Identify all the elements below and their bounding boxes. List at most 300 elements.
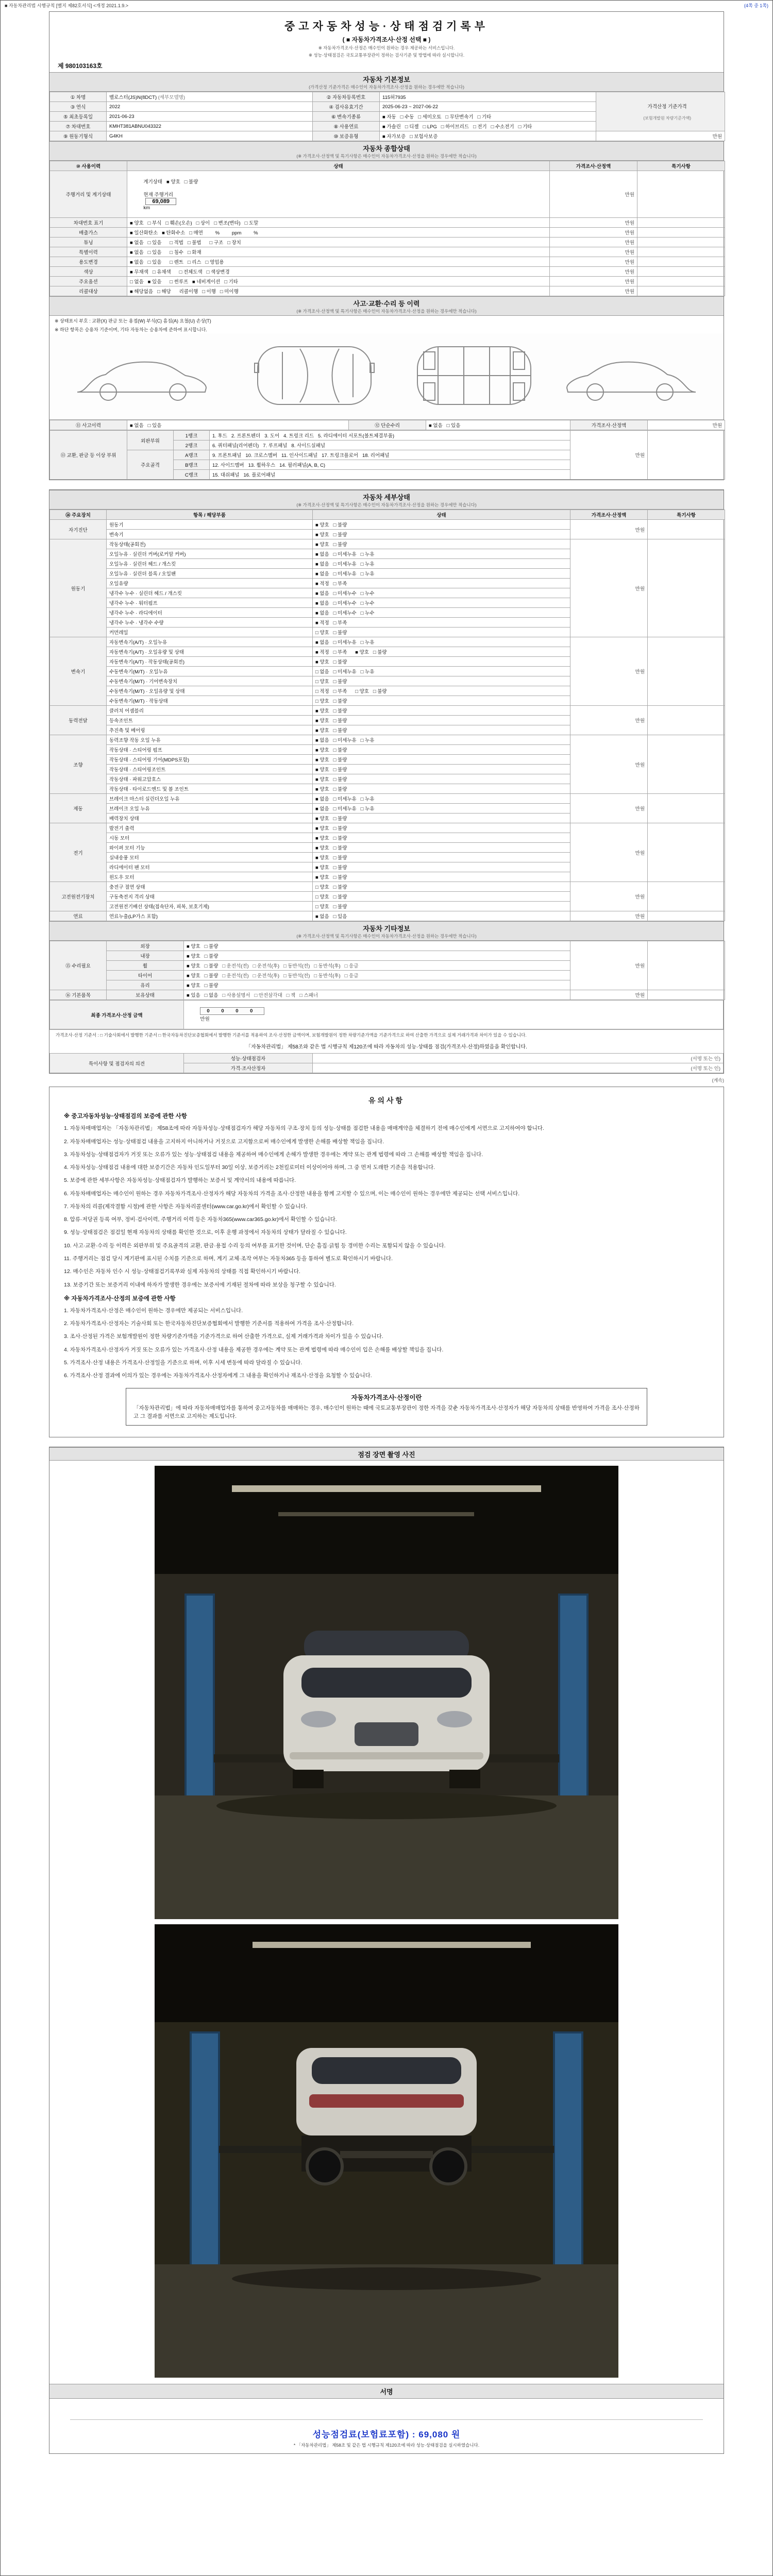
car-diagram-canvas [57,336,716,414]
car-diagram-side-left [77,362,206,400]
section-basic-title: 자동차 기본정보 [363,76,410,83]
rank1-label: 1랭크 [174,431,210,440]
repair-needed-group-label: ⑮ 수리필요 [50,941,107,990]
current-mileage-value: 69,089 [145,198,176,205]
summary-row-tuning [50,238,725,247]
accident-price-value: 만원 [648,420,725,430]
engine-type-label: ⑨ 원동기형식 [50,131,107,141]
usage-change-checks: ■ 없음 □ 있음 □ 렌트 □ 리스 □ 영업용 [127,257,550,267]
detail-state-checks: □ 양호 □ 불량 [313,902,570,911]
detail-state-checks: ■ 양호 □ 불량 [313,745,570,755]
basic-items-checks [184,990,570,1000]
notice-item: 11. 주행거리는 점검 당시 계기판에 표시된 수치를 기준으로 하며, 계기 교체·조작 여부는 자동차365 등을 통하여 별도로 확인하시기 바랍니다. [64,1255,393,1262]
form-reference: ■ 자동차관리법 시행규칙 [별지 제82호서식] <개정 2021.1.9.> [5,3,128,8]
engine-type-value: G4KH [107,131,313,141]
interior-checks: ■ 양호 □ 불량 [184,951,570,961]
model-year-value: 2022 [107,102,313,112]
summary-table [49,161,725,296]
detail-tbody [50,520,725,921]
form-subnote-2: ※ 성능·상태점검은 국토교통부장관이 정하는 검사기준 및 방법에 따라 실시합니다. [308,53,465,58]
section-photos-title: 점검 장면 촬영 사진 [358,1450,415,1459]
exchange-panel-table [49,430,725,480]
notice-item: 3. 조사·산정된 가격은 보험개발원이 정한 차량기준가액을 기준가격으로 하여 산출한 가격으로, 실제 거래가격과 차이가 있을 수 있습니다. [64,1333,383,1340]
detail-state-checks: ■ 양호 □ 불량 [313,843,570,853]
detail-item-label: 라디에이터 팬 모터 [107,862,313,872]
inspector-label: 성능·상태점검자 [184,1054,313,1063]
detail-price-cell: 만원 [570,735,648,794]
other-row-exterior [50,941,725,951]
price-basis-note: (보험개발원 차량기준가액) [643,115,691,121]
detail-item-label: 고전원전기배선 상태(접속단자, 피복, 보호기제) [107,902,313,911]
emission-price: 만원 [550,228,637,238]
mileage-note [637,171,725,218]
detail-state-header: 상태 [313,510,570,520]
summary-row-vin [50,218,725,228]
tuning-label: 튜닝 [50,238,127,247]
other-info-table [49,941,725,1000]
detail-note-header: 특기사항 [648,510,725,520]
interior-label: 내장 [107,951,184,961]
detail-price-cell: 만원 [570,637,648,706]
special-history-note [637,247,725,257]
color-price: 만원 [550,267,637,277]
notice-item: 8. 압류·저당권 등록 여부, 정비·검사이력, 주행거리 이력 등은 자동차365(www.car365.go.kr)에서 확인할 수 있습니다. [64,1216,337,1223]
inspector-sign-row [50,1054,724,1063]
opinion-sign-table [49,1053,724,1073]
inspection-photo-front [155,1466,618,1919]
detail-price-cell: 만원 [570,539,648,637]
detail-state-checks: ■ 적정 □ 부족 [313,579,570,588]
detail-item-label: 윈도우 모터 [107,872,313,882]
summary-row-recall [50,286,725,296]
detail-item-label: 오일누유 · 실린더 블록 / 오일팬 [107,569,313,579]
detail-state-checks: ■ 양호 □ 불량 [313,774,570,784]
rankB-items: 12. 사이드멤버 13. 휠하우스 14. 필러패널(A, B, C) [210,460,570,470]
price-basis-value: 만원 [596,131,725,141]
vin-mark-note [637,218,725,228]
detail-item-label: 자동변속기(A/T) · 작동상태(공회전) [107,657,313,667]
mileage-label: 주행거리 및 계기상태 [50,171,127,218]
form-subtitle: ( ■ 자동차가격조사·산정 선택 ■ ) [342,36,431,43]
detail-item-label: 작동상태 · 스티어링조인트 [107,765,313,774]
summary-row-mileage [50,171,725,218]
detail-row [50,911,725,921]
detail-form-box [49,489,724,1074]
detail-state-checks: ■ 없음 □ 미세누유 □ 누유 [313,637,570,647]
tuning-checks: ■ 없음 □ 있음 □ 적법 □ 불법 □ 구조 □ 장치 [127,238,550,247]
section-detail-header [49,490,724,510]
detail-state-checks: □ 양호 □ 불량 [313,676,570,686]
rank2-label: 2랭크 [174,440,210,450]
detail-note-cell [648,520,725,539]
detail-item-label: 원동기 [107,520,313,530]
color-label: 색상 [50,267,127,277]
wheel-label: 휠 [107,961,184,971]
detail-state-checks: ■ 없음 □ 미세누수 □ 누수 [313,598,570,608]
basic-items-group-label: ⑯ 기본품목 [50,990,107,1000]
car-diagram-underbody-view [417,347,531,404]
form-subnote-1: ※ 자동차가격조사·산정은 매수인이 원하는 경우 제공하는 서비스입니다. [318,45,455,50]
notices-part1-list [64,1124,709,1289]
accident-history-label: ⑪ 사고이력 [50,420,127,430]
inspection-fee-text: 성능점검료(보험료포함) : 69,080 원 [312,2429,461,2439]
exchange-price-value: 만원 [570,431,648,480]
transmission-label: ⑥ 변속기종류 [313,112,380,122]
section-basic-header [49,72,724,92]
detail-item-label: 냉각수 누수 · 워터펌프 [107,598,313,608]
device-group-label: 제동 [50,794,107,823]
detail-item-label: 등속조인트 [107,716,313,725]
accident-legend-1: ※ 상태표시 부호 : 교환(X) 판금 또는 용접(W) 부식(C) 흠집(A) 요철(U) 손상(T) [55,318,211,324]
price-appraisal-definition-box [126,1388,647,1426]
notice-item: 6. 가격조사·산정 결과에 이의가 있는 경우에는 자동차가격조사·산정자에게 그 내용을 확인하거나 재조사·산정을 요청할 수 있습니다. [64,1372,372,1379]
tuning-price: 만원 [550,238,637,247]
detail-item-label: 오일유량 [107,579,313,588]
detail-item-label: 오일누유 · 실린더 헤드 / 개스킷 [107,559,313,569]
detail-state-checks: ■ 양호 □ 불량 [313,862,570,872]
rankA-label: A랭크 [174,450,210,460]
notices-part2-title: ※ 자동차가격조사·산정의 보증에 관한 사항 [64,1295,176,1302]
detail-item-label: 클러치 어셈블리 [107,706,313,716]
final-amount-value-cell [184,1001,724,1029]
detail-state-checks: □ 적정 □ 부족 □ 양호 □ 불량 [313,686,570,696]
detail-row [50,539,725,549]
detail-state-checks: ■ 양호 □ 불량 [313,520,570,530]
section-other-note: (※ 가격조사·산정액 및 특기사항은 매수인이 자동차가격조사·산정을 원하는 경우에만 적습니다) [296,934,477,939]
price-basis-header [596,92,725,131]
mileage-price: 만원 [550,171,637,218]
summary-row-usage [50,257,725,267]
detail-state-checks: □ 양호 □ 불량 [313,628,570,637]
detail-state-checks: □ 없음 □ 미세누유 □ 누유 [313,667,570,676]
detail-item-label: 동력조향 작동 오일 누유 [107,735,313,745]
options-note [637,277,725,286]
basic-items-label: 보유상태 [107,990,184,1000]
detail-item-label: 브레이크 오일 누유 [107,804,313,814]
signature-band: 서명 [49,2384,724,2399]
inspection-period-value: 2025-06-23 ~ 2027-06-22 [380,102,596,112]
detail-item-label: 오일누유 · 실린더 커버(로커암 커버) [107,549,313,559]
section-summary-note: (※ 가격조사·산정액 및 특기사항은 매수인이 자동차가격조사·산정을 원하는 경우에만 적습니다) [296,154,477,159]
definition-text: 「자동차관리법」에 따라 자동차매매업자를 통하여 중고자동차를 매매하는 경우, 매수인이 원하는 때에 국토교통부장관이 정한 자격을 갖춘 자동차가격조사·산정자가 해당 자동차의 상태를 반영하여 가격을 조사·산정하고 그 결과를 서면으로 고지하는 제도입니다. [133,1405,640,1420]
car-damage-diagrams [49,333,724,420]
vin-mark-label: 차대번호 표기 [50,218,127,228]
detail-item-label: 배력장치 상태 [107,814,313,823]
detail-item-label: 냉각수 누수 · 라디에이터 [107,608,313,618]
recall-price: 만원 [550,286,637,296]
rank1-items: 1. 후드 2. 프론트펜더 3. 도어 4. 트렁크 리드 5. 라디에이터 서포트(볼트체결부품) [210,431,570,440]
rankC-label: C랭크 [174,470,210,480]
detail-item-label: 추진축 및 베어링 [107,725,313,735]
special-history-checks: ■ 없음 □ 있음 □ 침수 □ 화재 [127,247,550,257]
detail-state-checks: ■ 양호 □ 불량 [313,833,570,843]
rankA-items: 9. 프론트패널 10. 크로스멤버 11. 인사이드패널 17. 트렁크플로어 18. 리어패널 [210,450,570,460]
detail-state-checks: ■ 적정 □ 부족 ■ 양호 □ 불량 [313,647,570,657]
accident-history-row [50,420,725,430]
notice-item: 2. 자동차가격조사·산정자는 기술사회 또는 한국자동차진단보증협회에서 발행한 기준서를 적용하여 가격을 조사·산정합니다. [64,1320,354,1327]
vin-label: ⑦ 차대번호 [50,122,107,131]
recall-checks: ■ 해당없음 □ 해당 리콜이행 □ 이행 □ 미이행 [127,286,550,296]
device-group-label: 자기진단 [50,520,107,539]
notice-item: 12. 매수인은 자동차 인수 시 성능·상태점검기록부와 실제 자동차의 상태를 직접 확인하시기 바랍니다. [64,1268,300,1275]
detail-note-cell [648,794,725,823]
detail-state-checks: ■ 없음 □ 미세누유 □ 누유 [313,559,570,569]
summary-header-row [50,161,725,171]
rank2-items: 6. 쿼터패널(리어펜더) 7. 루프패널 8. 사이드실패널 [210,440,570,450]
detail-item-label: 시동 모터 [107,833,313,843]
car-name-value [107,92,313,102]
detail-state-checks: ■ 양호 □ 불량 [313,657,570,667]
detail-item-label: 실내송풍 모터 [107,853,313,862]
model-year-label: ③ 연식 [50,102,107,112]
detail-item-header: 항목 / 해당부품 [107,510,313,520]
color-checks: ■ 무채색 □ 유채색 □ 전체도색 □ 색상변경 [127,267,550,277]
detail-state-checks: ■ 없음 □ 있음 [313,911,570,921]
car-name-text: 벨로스터(JS)N(8DCT) [109,95,157,100]
accident-history-checks: ■ 없음 □ 있음 [127,420,349,430]
special-history-label: 특별이력 [50,247,127,257]
section-other-title: 자동차 기타정보 [363,925,410,933]
tire-label: 타이어 [107,971,184,980]
notice-item: 2. 자동차매매업자는 성능·상태점검 내용을 고지하지 아니하거나 거짓으로 고지함으로써 매수인에게 발생한 손해를 배상할 책임을 집니다. [64,1138,384,1145]
detail-header-row [50,510,725,520]
photos-footnote: * 「자동차관리법」 제58조 및 같은 법 시행규칙 제120조에 따라 성능·상태점검을 실시하였습니다. [293,2442,480,2448]
options-label: 주요옵션 [50,277,127,286]
vin-value: KMHT381ABNU043322 [107,122,313,131]
exchange-label: ⑬ 교환, 판금 등 이상 부위 [50,431,127,480]
final-amount-row [50,1001,724,1029]
device-group-label: 조향 [50,735,107,794]
detail-item-label: 냉각수 누수 · 실린더 헤드 / 개스킷 [107,588,313,598]
emission-label: 배출가스 [50,228,127,238]
detail-state-checks: ■ 양호 □ 불량 [313,716,570,725]
repair-needed-note [648,941,725,990]
current-mileage-label: 현재 주행거리 [143,192,174,198]
detail-state-checks: ■ 없음 □ 미세누유 □ 누유 [313,804,570,814]
wheel-positions: □ 운전석(전) □ 운전석(후) □ 동반석(전) □ 동반석(후) □ 응급 [222,963,359,969]
section-detail-title: 자동차 세부상태 [363,494,410,501]
detail-device-header: ⑭ 주요장치 [50,510,107,520]
detail-item-label: 발전기 출력 [107,823,313,833]
notices-title: 유의사항 [368,1096,405,1105]
detail-row [50,706,725,716]
detail-item-label: 와이퍼 모터 기능 [107,843,313,853]
detail-state-checks: ■ 양호 □ 불량 [313,853,570,862]
recall-label: 리콜대상 [50,286,127,296]
notice-item: 5. 가격조사·산정 내용은 가격조사·산정일을 기준으로 하며, 이후 시세 변동에 따라 달라질 수 있습니다. [64,1359,303,1366]
accident-legend-2: ※ 하단 항목은 승용차 기준이며, 기타 자동차는 승용차에 준하여 표시합니다. [55,327,207,332]
detail-item-label: 수동변속기(M/T) · 오일유량 및 상태 [107,686,313,696]
detail-note-cell [648,911,725,921]
simple-repair-checks: ■ 없음 □ 있음 [426,420,570,430]
first-registration-value: 2021-06-23 [107,112,313,122]
notices-part1-title: ※ 중고자동차성능·상태점검의 보증에 관한 사항 [64,1113,187,1120]
glass-checks: ■ 양호 □ 불량 [184,980,570,990]
appraiser-label: 가격·조사산정자 [184,1063,313,1073]
detail-note-cell [648,823,725,882]
notice-item: 9. 성능·상태점검은 점검일 현재 자동차의 상태를 확인한 것으로, 이후 운행 과정에서 자동차의 상태가 달라질 수 있습니다. [64,1229,347,1236]
detail-item-label: 수동변속기(M/T) · 오일누유 [107,667,313,676]
warranty-type-checks: ■ 자가보증 □ 보험사보증 [380,131,596,141]
final-amount-unit: 만원 [200,1016,210,1022]
basic-row-5 [50,131,725,141]
meter-state-checks: 계기상태 ■ 양호 □ 불량 [143,179,198,185]
detail-item-label: 구동축전지 격리 상태 [107,892,313,902]
detail-state-checks: ■ 양호 □ 불량 [313,539,570,549]
detail-row [50,520,725,530]
detail-table [49,510,725,921]
car-name-extra: (세부모델명) [158,95,185,100]
detail-price-header: 가격조사·산정액 [570,510,648,520]
device-group-label: 연료 [50,911,107,921]
summary-price-header: 가격조사·산정액 [550,161,637,171]
current-mileage-unit: km [143,205,150,211]
vin-mark-checks: ■ 양호 □ 부식 □ 훼손(오손) □ 상이 □ 변조(변타) □ 도말 [127,218,550,228]
definition-title: 자동차가격조사·산정이란 [351,1394,422,1402]
detail-price-cell: 만원 [570,706,648,735]
detail-note-cell [648,735,725,794]
car-name-label: ① 차명 [50,92,107,102]
form-title-block [49,12,724,58]
detail-item-label: 연료누출(LP가스 포함) [107,911,313,921]
accident-price-label: 가격조사·산정액 [570,420,648,430]
emission-checks: ■ 일산화탄소 ■ 탄화수소 □ 매연 % ppm % [127,228,550,238]
appraiser-sign-area: (서명 또는 인) [313,1063,724,1073]
detail-state-checks: ■ 양호 □ 불량 [313,706,570,716]
exchange-note [648,431,725,480]
tire-state: ■ 양호 □ 불량 [187,973,219,979]
notice-item: 10. 사고·교환·수리 등 이력은 외판부위 및 주요골격의 교환, 판금·용접 수리 등의 여부를 표기한 것이며, 단순 흠집·긁힘 등 경미한 수리는 포함되지 않을 수 있습니다. [64,1242,446,1249]
notice-item: 7. 자동차의 리콜(제작결함 시정)에 관한 사항은 자동차리콜센터(www.car.go.kr)에서 확인할 수 있습니다. [64,1203,308,1210]
summary-state-header: 상태 [127,161,550,171]
detail-item-label: 작동상태 · 스티어링 펌프 [107,745,313,755]
detail-item-label: 작동상태 · 스티어링 기어(MDPS포함) [107,755,313,765]
plate-label: ② 자동차등록번호 [313,92,380,102]
recall-note [637,286,725,296]
section-summary-title: 자동차 종합상태 [363,145,410,152]
photos-box [49,1447,724,2454]
section-summary-header [49,141,724,161]
summary-row-color [50,267,725,277]
device-group-label: 원동기 [50,539,107,637]
tuning-note [637,238,725,247]
notice-item: 13. 보증기간 또는 보증거리 이내에 하자가 발생한 경우에는 보증서에 기재된 절차에 따라 보상을 청구할 수 있습니다. [64,1281,336,1288]
summary-note-header: 특기사항 [637,161,725,171]
detail-price-cell: 만원 [570,882,648,911]
exchange-row-1 [50,431,725,440]
detail-state-checks: ■ 없음 □ 미세누수 □ 누수 [313,588,570,598]
detail-item-label: 작동상태(공회전) [107,539,313,549]
detail-row [50,794,725,804]
notice-item: 5. 보증에 관한 세부사항은 자동차성능·상태점검자가 발행하는 보증서 및 계약서의 내용에 따릅니다. [64,1177,296,1184]
wheel-checks [184,961,570,971]
notice-item: 4. 자동차가격조사·산정자가 거짓 또는 오류가 있는 가격조사·산정 내용을 제공한 경우에는 계약 또는 관계 법령에 따라 매수인이 입은 손해를 배상할 책임을 집니다. [64,1346,444,1353]
page-indicator: (4쪽 중 1쪽) [744,3,768,8]
detail-item-label: 자동변속기(A/T) · 오일유량 및 상태 [107,647,313,657]
basic-items-state: ■ 있음 □ 없음 [187,993,219,998]
detail-state-checks: ■ 적정 □ 부족 [313,618,570,628]
basic-row-1 [50,92,725,102]
continuation-note: (계속) [712,1078,724,1083]
detail-note-cell [648,882,725,911]
device-group-label: 전기 [50,823,107,882]
exterior-label: 외장 [107,941,184,951]
warranty-type-label: ⑩ 보증유형 [313,131,380,141]
mileage-state [127,171,550,218]
detail-item-label: 수동변속기(M/T) · 기어변속장치 [107,676,313,686]
first-registration-label: ⑤ 최초등록일 [50,112,107,122]
detail-item-label: 수동변속기(M/T) · 작동상태 [107,696,313,706]
detail-item-label: 작동상태 · 파워고압호스 [107,774,313,784]
main-form-box [49,11,724,480]
section-accident-note: (※ 가격조사·산정액 및 특기사항은 매수인이 자동차가격조사·산정을 원하는 경우에만 적습니다) [296,309,477,314]
usage-change-label: 용도변경 [50,257,127,267]
notice-item: 1. 자동차매매업자는 「자동차관리법」 제58조에 따라 자동차성능·상태점검자가 해당 자동차의 구조·장치 등의 성능·상태를 점검한 내용을 매매계약을 체결하기 전에 매수인에게 서면으로 고지하여야 합니다. [64,1125,544,1132]
detail-state-checks: □ 양호 □ 불량 [313,882,570,892]
detail-state-checks: ■ 양호 □ 불량 [313,823,570,833]
tire-checks [184,971,570,980]
detail-item-label: 작동상태 · 타이로드엔드 및 볼 조인트 [107,784,313,794]
basic-info-table [49,92,725,141]
detail-state-checks: ■ 양호 □ 불량 [313,530,570,539]
wheel-state: ■ 양호 □ 불량 [187,963,219,969]
simple-repair-label: ⑫ 단순수리 [349,420,426,430]
detail-item-label: 자동변속기(A/T) · 오일누유 [107,637,313,647]
rankB-label: B랭크 [174,460,210,470]
detail-price-cell: 만원 [570,794,648,823]
detail-state-checks: ■ 없음 □ 미세누수 □ 누수 [313,608,570,618]
confirmation-text: 「자동차관리법」 제58조와 같은 법 시행규칙 제120조에 따라 자동차의 성능·상태를 점검(가격조사·산정)하였음을 확인합니다. [246,1044,527,1050]
car-diagram-side-right [567,362,696,400]
device-group-label: 동력전달 [50,706,107,735]
basic-items-price: 만원 [570,990,648,1000]
section-accident-header [49,296,724,316]
detail-state-checks: ■ 양호 □ 불량 [313,872,570,882]
detail-state-checks: ■ 없음 □ 미세누유 □ 누유 [313,735,570,745]
notice-item: 3. 자동차성능·상태점검자가 거짓 또는 오류가 있는 성능·상태점검 내용을 제공하여 매수인에게 손해가 발생한 경우에는 계약 또는 관계 법령에 따라 그 손해를 배상할 책임을 집니다. [64,1151,483,1158]
device-group-label: 변속기 [50,637,107,706]
device-group-label: 고전원전기장치 [50,882,107,911]
summary-row-options [50,277,725,286]
detail-row [50,637,725,647]
detail-row [50,882,725,892]
notice-item: 4. 자동차성능·상태점검 내용에 대한 보증기간은 자동차 인도일부터 30일 이상, 보증거리는 2천킬로미터 이상이어야 하며, 그 중 먼저 도래한 기준을 적용합니다. [64,1164,435,1171]
detail-state-checks: ■ 없음 □ 미세누유 □ 누유 [313,569,570,579]
section-photos-header [49,1447,724,1461]
document-number: 제 980103163호 [58,62,103,70]
detail-item-label: 냉각수 누수 · 냉각수 수량 [107,618,313,628]
final-amount-digits: 0 0 0 0 [200,1007,264,1015]
inspector-sign-area: (서명 또는 인) [313,1054,724,1063]
summary-row-special [50,247,725,257]
section-detail-note: (※ 가격조사·산정액 및 특기사항은 매수인이 자동차가격조사·산정을 원하는 경우에만 적습니다) [296,502,477,507]
detail-state-checks: ■ 양호 □ 불량 [313,814,570,823]
transmission-checks: ■ 자동 □ 수동 □ 세미오토 □ 무단변속기 □ 기타 [380,112,596,122]
summary-row-emission [50,228,725,238]
detail-state-checks: □ 양호 □ 불량 [313,892,570,902]
special-history-price: 만원 [550,247,637,257]
signature-space [70,2399,703,2420]
detail-state-checks: ■ 양호 □ 불량 [313,725,570,735]
detail-item-label: 브레이크 마스터 실린더오일 누유 [107,794,313,804]
detail-row [50,823,725,833]
notices-box [49,1087,724,1437]
detail-row [50,735,725,745]
repair-needed-price: 만원 [570,941,648,990]
section-basic-note: (가격산정 기준가격은 매수인이 자동차가격조사·산정을 원하는 경우에만 적습니다) [309,84,464,90]
detail-state-checks: □ 양호 □ 불량 [313,696,570,706]
fuel-label: ⑧ 사용연료 [313,122,380,131]
